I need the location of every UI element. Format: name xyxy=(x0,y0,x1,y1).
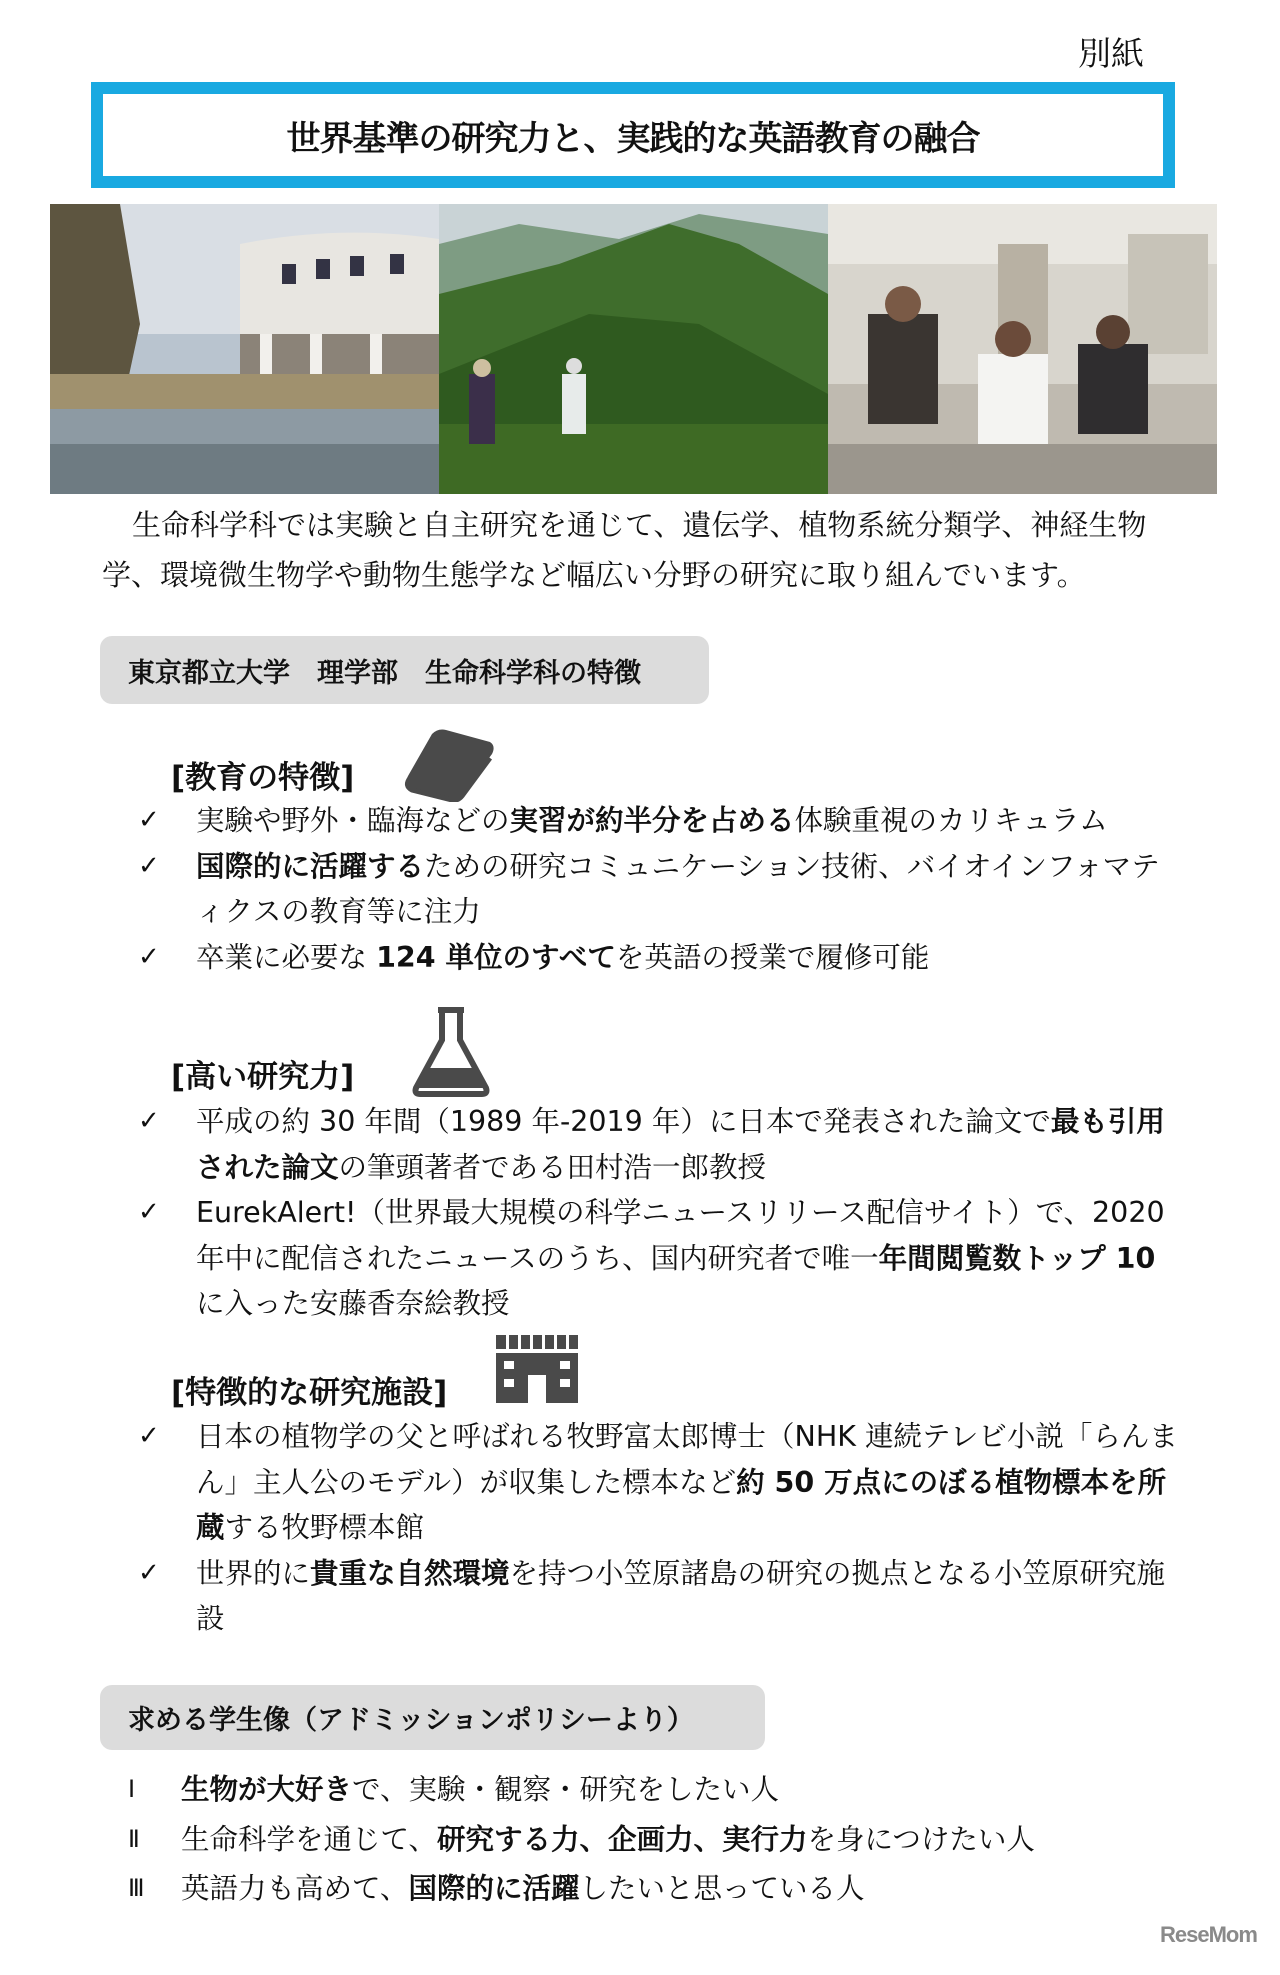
check-icon: ✓ xyxy=(138,1557,160,1588)
flask-icon xyxy=(410,1006,492,1102)
text-segment: 生命科学を通じて、 xyxy=(181,1822,437,1856)
list-item-text xyxy=(196,935,1178,981)
list-item xyxy=(138,844,1178,935)
list-item-text xyxy=(196,1551,1178,1642)
list-item-text xyxy=(196,1190,1178,1327)
section-heading-facilities: [特徴的な研究施設] xyxy=(171,1375,448,1411)
policy-item xyxy=(128,1765,1168,1815)
emphasis-text: 実習が約半分を占める xyxy=(509,804,795,837)
check-icon: ✓ xyxy=(138,1106,160,1136)
list-item xyxy=(138,1551,1178,1642)
list-item-text xyxy=(196,1099,1178,1190)
list-item-text xyxy=(196,798,1178,844)
list-item xyxy=(138,1099,1178,1190)
features-header: 東京都立大学 理学部 生命科学科の特徴 xyxy=(100,636,709,704)
text-segment: で、実験・観察・研究をしたい人 xyxy=(352,1773,779,1806)
facilities-list xyxy=(138,1414,1178,1642)
photo-laboratory xyxy=(828,204,1217,494)
title-box xyxy=(91,82,1175,188)
text-segment: を英語の授業で履修可能 xyxy=(615,940,930,974)
policy-header: 求める学生像（アドミッションポリシーより） xyxy=(100,1685,765,1750)
resemom-watermark: ReseMom xyxy=(1160,1922,1257,1947)
list-item-text xyxy=(196,1414,1178,1551)
book-icon xyxy=(402,728,496,806)
text-segment: したいと思っている人 xyxy=(579,1872,865,1905)
policy-item xyxy=(128,1815,1168,1865)
text-segment: EurekAlert!（世界最大規模の科学ニュースリリース配信サイト）で、2020 年中に配信されたニュースのうち、国内研究者で唯一 xyxy=(196,1196,1165,1275)
policy-item-text xyxy=(181,1815,1168,1865)
list-item xyxy=(138,1414,1178,1551)
policy-item xyxy=(128,1864,1168,1914)
policy-item-text xyxy=(181,1864,1168,1914)
photo-mountain-fieldwork xyxy=(439,204,828,494)
photo-campus-building xyxy=(50,204,439,494)
check-icon: ✓ xyxy=(138,805,160,835)
education-list xyxy=(138,798,1178,980)
roman-numeral: Ⅱ xyxy=(128,1824,140,1853)
text-segment: ための研究コミュニケーション技術、バイオインフォマティクスの教育等に注力 xyxy=(196,849,1160,928)
policy-item-text xyxy=(181,1765,1168,1815)
text-segment: 平成の約 30 年間（1989 年-2019 年）に日本で発表された論文で xyxy=(196,1105,1051,1138)
text-segment: 日本の植物学の父と呼ばれる牧野富太郎博士（NHK 連続テレビ小説「らんまん」主人公のモデル）が収集した標本など xyxy=(196,1420,1178,1499)
emphasis-text: 最も引用された論文 xyxy=(196,1105,1165,1184)
roman-numeral: Ⅰ xyxy=(128,1775,136,1803)
page-title: 世界基準の研究力と、実践的な英語教育の融合 xyxy=(100,91,1166,179)
list-item xyxy=(138,935,1178,981)
text-segment: の筆頭著者である田村浩一郎教授 xyxy=(338,1150,767,1184)
text-segment: 英語力も高めて、 xyxy=(181,1872,409,1905)
section-heading-research: [高い研究力] xyxy=(171,1059,355,1095)
text-segment: を身につけたい人 xyxy=(807,1822,1035,1856)
emphasis-text: 約 50 万点にのぼる植物標本を所蔵 xyxy=(196,1465,1167,1544)
emphasis-text: 124 単位のすべて xyxy=(376,940,616,974)
emphasis-text: 年間閲覧数トップ 10 xyxy=(878,1241,1156,1275)
emphasis-text: 国際的に活躍する xyxy=(196,849,425,883)
emphasis-text: 国際的に活躍 xyxy=(408,1872,580,1905)
text-segment: する牧野標本館 xyxy=(224,1511,425,1544)
list-item-text xyxy=(196,844,1178,935)
research-list xyxy=(138,1099,1178,1327)
intro-paragraph: 生命科学科では実験と自主研究を通じて、遺伝学、植物系統分類学、神経生物学、環境微生物学や動物生態学など幅広い分野の研究に取り組んでいます。 xyxy=(102,508,1147,592)
text-segment: 卒業に必要な xyxy=(196,940,377,974)
text-segment: に入った安藤香奈絵教授 xyxy=(196,1287,510,1320)
annex-label: 別紙 xyxy=(1078,34,1144,73)
policy-list xyxy=(128,1765,1168,1914)
text-segment: 体験重視のカリキュラム xyxy=(794,804,1108,837)
list-item xyxy=(138,798,1178,844)
check-icon: ✓ xyxy=(138,1197,160,1227)
roman-numeral: Ⅲ xyxy=(128,1874,145,1902)
check-icon: ✓ xyxy=(138,1421,160,1451)
emphasis-text: 研究する力、企画力、実行力 xyxy=(436,1822,808,1856)
text-segment: 実験や野外・臨海などの xyxy=(196,804,510,837)
building-icon xyxy=(494,1335,580,1407)
list-item xyxy=(138,1190,1178,1327)
text-segment: を持つ小笠原諸島の研究の拠点となる小笠原研究施設 xyxy=(196,1556,1166,1635)
emphasis-text: 生物が大好き xyxy=(181,1773,353,1806)
section-heading-education: [教育の特徴] xyxy=(171,760,355,796)
emphasis-text: 貴重な自然環境 xyxy=(310,1556,510,1590)
check-icon: ✓ xyxy=(138,941,160,972)
text-segment: 世界的に xyxy=(196,1556,311,1590)
check-icon: ✓ xyxy=(138,850,160,881)
